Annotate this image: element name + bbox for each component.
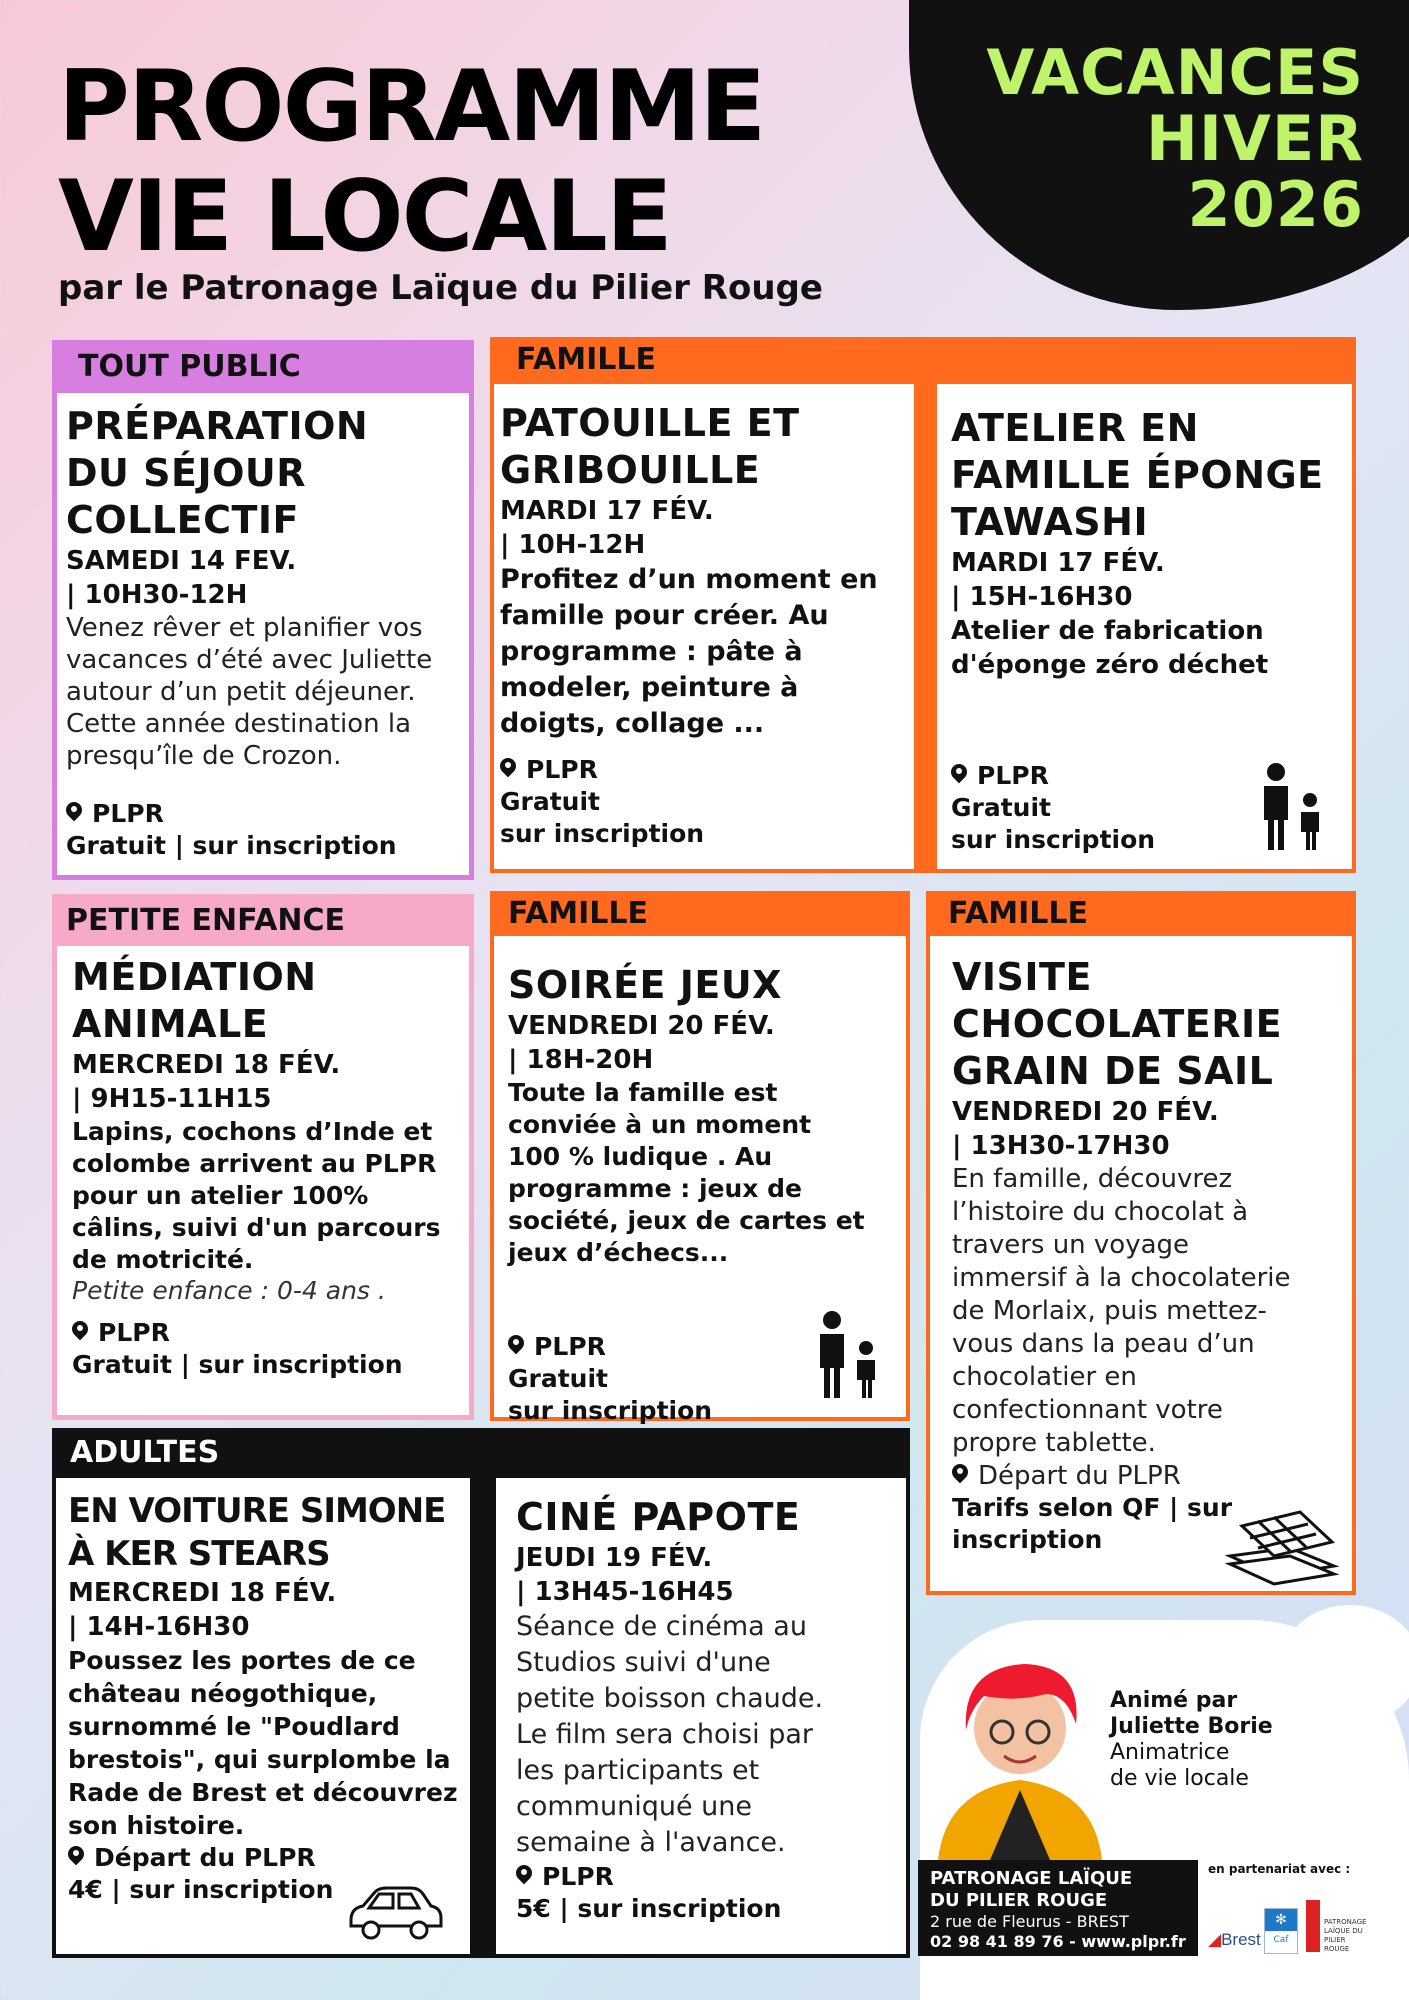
event-title: CINÉ PAPOTE (516, 1495, 801, 1539)
animator-line: Animé par (1110, 1688, 1238, 1713)
family-icon (806, 1310, 886, 1400)
chocolate-icon (1222, 1506, 1342, 1590)
footer-org-name: DU PILIER ROUGE (930, 1890, 1108, 1911)
partner-brest-text: Brest (1221, 1930, 1261, 1949)
event-date: MARDI 17 FÉV. (500, 496, 714, 526)
tag-tout-public: TOUT PUBLIC (52, 340, 474, 393)
title-line-2: VIE LOCALE (58, 160, 671, 274)
event-place (68, 1842, 468, 1874)
event-place (516, 1861, 901, 1893)
event-title: SOIRÉE JEUX (508, 963, 782, 1007)
event-price: sur inscription (500, 819, 705, 848)
event-price: Gratuit (500, 787, 600, 816)
desc-line: programme : jeux de (508, 1174, 802, 1203)
desc-line: Profitez d’un moment en (500, 564, 878, 595)
event-place (500, 754, 910, 786)
footer-contact: 02 98 41 89 76 - www.plpr.fr (930, 1932, 1186, 1951)
place-label: PLPR (977, 761, 1049, 790)
event-title: PRÉPARATION (66, 404, 369, 448)
event-price: 4€ | sur inscription (68, 1875, 334, 1904)
partner-plpr-text: PATRONAGE LAÏQUE DU PILIER ROUGE (1324, 1918, 1367, 1953)
desc-line: Poussez les portes de ce (68, 1646, 416, 1675)
animator-role: de vie locale (1110, 1766, 1249, 1791)
event-price: Gratuit (508, 1364, 608, 1393)
tag-famille: FAMILLE (508, 895, 649, 931)
location-pin-icon (72, 1321, 90, 1343)
footer-org-name: PATRONAGE LAÏQUE (930, 1868, 1133, 1889)
footer-address: 2 rue de Fleurus - BREST (930, 1912, 1129, 1931)
desc-line: Séance de cinéma au (516, 1611, 807, 1642)
desc-line: jeux d’échecs... (508, 1238, 729, 1267)
title-line-1: PROGRAMME (58, 50, 765, 164)
desc-line: confectionnant votre (952, 1395, 1223, 1425)
event-time: | 9H15-11H15 (72, 1084, 272, 1114)
desc-line: câlins, suivi d'un parcours (72, 1213, 441, 1242)
plpr-pillar-icon (1306, 1900, 1320, 1952)
event-title: COLLECTIF (66, 498, 299, 542)
car-icon (345, 1880, 445, 1944)
page-subtitle: par le Patronage Laïque du Pilier Rouge (58, 268, 823, 308)
event-date: MERCREDI 18 FÉV. (68, 1578, 337, 1608)
event-title: VISITE (952, 955, 1092, 999)
desc-line: presqu’île de Crozon. (66, 741, 342, 771)
event-mediation (72, 954, 472, 1381)
event-title: ANIMALE (72, 1002, 269, 1046)
desc-line: les participants et (516, 1755, 760, 1786)
event-price: inscription (952, 1525, 1103, 1554)
event-title: PATOUILLE ET (500, 401, 800, 445)
desc-line: vous dans la peau d’un (952, 1329, 1255, 1359)
event-date: JEUDI 19 FÉV. (516, 1543, 713, 1573)
event-cine (516, 1494, 901, 1925)
event-price: Gratuit (951, 793, 1051, 822)
desc-line: colombe arrivent au PLPR (72, 1149, 437, 1178)
page-title (58, 52, 764, 272)
event-price: 5€ | sur inscription (516, 1894, 782, 1923)
event-price: Tarifs selon QF | sur (952, 1493, 1233, 1522)
desc-line: semaine à l'avance. (516, 1827, 786, 1858)
desc-line: surnommé le "Poudlard (68, 1712, 400, 1741)
desc-line: communiqué une (516, 1791, 752, 1822)
location-pin-icon (68, 1846, 86, 1868)
event-time: | 13H30-17H30 (952, 1131, 1170, 1161)
event-sejour (66, 403, 466, 862)
event-place (952, 1460, 1347, 1492)
desc-line: Studios suivi d'une (516, 1647, 771, 1678)
event-time: | 15H-16H30 (951, 582, 1133, 612)
event-title: À KER STEARS (68, 1534, 330, 1574)
event-title: GRAIN DE SAIL (952, 1049, 1274, 1093)
event-date: VENDREDI 20 FÉV. (952, 1097, 1219, 1127)
desc-line: Rade de Brest et découvrez (68, 1778, 458, 1807)
desc-line: doigts, collage ... (500, 708, 765, 739)
event-chocolaterie (952, 954, 1347, 1556)
season-line-1: VACANCES (986, 36, 1364, 109)
tag-adultes: ADULTES (70, 1434, 220, 1470)
place-label: PLPR (526, 755, 598, 784)
desc-line: de motricité. (72, 1245, 254, 1274)
event-price: sur inscription (508, 1396, 713, 1425)
desc-line: chocolatier en (952, 1362, 1137, 1392)
event-time: | 14H-16H30 (68, 1612, 250, 1642)
place-label: Départ du PLPR (978, 1461, 1181, 1491)
place-label: PLPR (542, 1862, 614, 1891)
partner-caf-logo (1264, 1908, 1298, 1954)
place-label: PLPR (534, 1332, 606, 1361)
desc-line: immersif à la chocolaterie (952, 1263, 1291, 1293)
event-title: GRIBOUILLE (500, 448, 761, 492)
location-pin-icon (952, 1464, 970, 1486)
season-label (986, 36, 1364, 241)
desc-line: En famille, découvrez (952, 1164, 1233, 1194)
desc-line: programme : pâte à (500, 636, 803, 667)
desc-line: propre tablette. (952, 1428, 1156, 1458)
desc-line: château néogothique, (68, 1679, 378, 1708)
location-pin-icon (508, 1335, 526, 1357)
partner-plpr-logo (1306, 1900, 1366, 1962)
partner-caf-text: Caf (1273, 1935, 1289, 1945)
event-price: sur inscription (951, 825, 1156, 854)
event-time: | 13H45-16H45 (516, 1577, 734, 1607)
desc-line: vacances d’été avec Juliette (66, 645, 433, 675)
event-time: | 10H-12H (500, 530, 646, 560)
desc-line: pour un atelier 100% (72, 1181, 369, 1210)
family-icon (1250, 762, 1330, 852)
animator-photo (920, 1640, 1120, 1860)
event-title: DU SÉJOUR (66, 451, 307, 495)
desc-line: Venez rêver et planifier vos (66, 613, 423, 643)
animator-info (1110, 1688, 1310, 1792)
partner-label: en partenariat avec : (1208, 1862, 1351, 1876)
event-title: EN VOITURE SIMONE (68, 1491, 446, 1531)
desc-line: autour d’un petit déjeuner. (66, 677, 416, 707)
desc-line: conviée à un moment (508, 1110, 812, 1139)
desc-line: Toute la famille est (508, 1078, 778, 1107)
footer-org-box (918, 1860, 1198, 1956)
event-date: SAMEDI 14 FEV. (66, 546, 297, 576)
desc-line: société, jeux de cartes et (508, 1206, 865, 1235)
desc-line: Lapins, cochons d’Inde et (72, 1117, 433, 1146)
desc-line: de Morlaix, puis mettez- (952, 1296, 1267, 1326)
event-price: Gratuit | sur inscription (66, 831, 397, 860)
desc-line: d'éponge zéro déchet (951, 650, 1269, 680)
tag-famille: FAMILLE (948, 895, 1089, 931)
event-time: | 10H30-12H (66, 580, 248, 610)
event-place (72, 1317, 472, 1349)
place-label: PLPR (92, 799, 164, 828)
event-title: CHOCOLATERIE (952, 1002, 1283, 1046)
season-line-3: 2026 (1187, 168, 1364, 241)
desc-line: Cette année destination la (66, 709, 412, 739)
desc-line: l’histoire du chocolat à (952, 1197, 1249, 1227)
event-patouille (500, 400, 910, 850)
desc-line: Atelier de fabrication (951, 616, 1264, 646)
animator-name: Juliette Borie (1110, 1714, 1273, 1739)
desc-line: modeler, peinture à (500, 672, 799, 703)
tag-famille: FAMILLE (516, 342, 657, 377)
desc-line: petite boisson chaude. (516, 1683, 824, 1714)
location-pin-icon (500, 758, 518, 780)
event-date: MERCREDI 18 FÉV. (72, 1050, 341, 1080)
event-title: TAWASHI (951, 500, 1149, 544)
desc-line: travers un voyage (952, 1230, 1190, 1260)
location-pin-icon (66, 802, 84, 824)
desc-line: Le film sera choisi par (516, 1719, 813, 1750)
tag-petite-enfance: PETITE ENFANCE (52, 894, 474, 946)
event-title: MÉDIATION (72, 955, 317, 999)
place-label: Départ du PLPR (94, 1843, 316, 1872)
event-date: VENDREDI 20 FÉV. (508, 1011, 775, 1041)
place-label: PLPR (98, 1318, 170, 1347)
event-date: MARDI 17 FÉV. (951, 548, 1165, 578)
location-pin-icon (516, 1865, 534, 1887)
season-line-2: HIVER (1145, 102, 1364, 175)
location-pin-icon (951, 764, 969, 786)
desc-line: son histoire. (68, 1811, 245, 1840)
desc-line: famille pour créer. Au (500, 600, 829, 631)
event-title: FAMILLE ÉPONGE (951, 453, 1324, 497)
event-age: Petite enfance : 0-4 ans . (72, 1276, 386, 1305)
event-time: | 18H-20H (508, 1045, 654, 1075)
event-title: ATELIER EN (951, 406, 1199, 450)
event-simone (68, 1490, 468, 1906)
desc-line: brestois", qui surplombe la (68, 1745, 451, 1774)
desc-line: 100 % ludique . Au (508, 1142, 773, 1171)
event-price: Gratuit | sur inscription (72, 1350, 403, 1379)
caf-snow-icon: ✻ (1265, 1909, 1297, 1931)
partner-brest-logo: ◢Brest (1208, 1930, 1261, 1949)
event-place (66, 798, 466, 830)
animator-role: Animatrice (1110, 1740, 1230, 1765)
